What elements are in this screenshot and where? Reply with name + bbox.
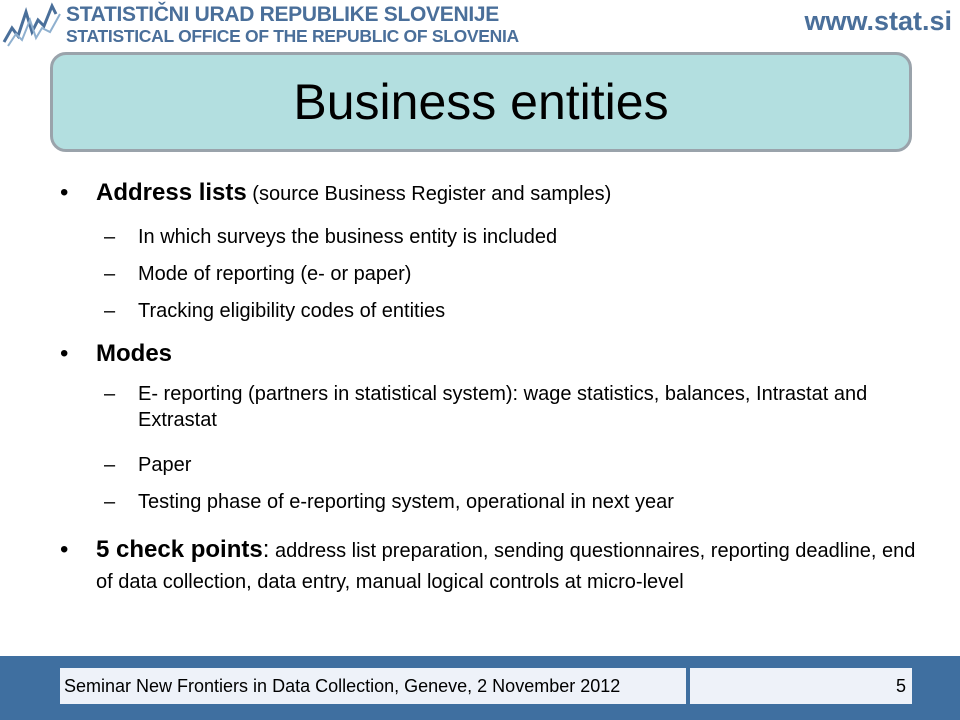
- bullet-marker: •: [60, 179, 69, 206]
- bullet-heading: Modes: [96, 340, 173, 367]
- org-name-en: STATISTICAL OFFICE OF THE REPUBLIC OF SLOVENIA: [66, 26, 519, 46]
- dash-marker: –: [104, 226, 116, 248]
- footer-caption: Seminar New Frontiers in Data Collection, Geneve, 2 November 2012: [64, 675, 621, 696]
- page-number-value: 5: [895, 675, 906, 696]
- subitem: [104, 224, 898, 250]
- website-url[interactable]: www.stat.si: [804, 6, 952, 36]
- bullet-heading: 5 check points: [96, 536, 263, 563]
- dash-marker: –: [104, 383, 116, 405]
- bullet-text: (source Business Register and samples): [246, 183, 612, 205]
- subitem: [104, 298, 898, 324]
- logo-icon: [2, 2, 64, 48]
- bullet-heading: Address lists: [96, 179, 247, 206]
- subitem: [104, 452, 898, 478]
- dash-marker: –: [104, 491, 116, 513]
- subitem-text: Tracking eligibility codes of entities: [138, 300, 446, 322]
- dash-marker: –: [104, 263, 116, 285]
- subitem-text: Paper: [138, 454, 192, 476]
- bullet-text: address list preparation, sending questionnaires, reporting deadline, end of data collection, data entry, manual logical controls at micro-level: [96, 540, 916, 593]
- subitem-text: Testing phase of e-reporting system, operational in next year: [138, 491, 674, 513]
- bullet-modes: [60, 339, 916, 368]
- subitem: [104, 261, 898, 287]
- bullet-marker: •: [60, 340, 69, 367]
- subitem-text: E- reporting (partners in statistical system): wage statistics, balances, Intrastat and Extrastat: [138, 383, 868, 431]
- bullet-address-lists: [60, 178, 916, 209]
- subitem: [104, 489, 898, 515]
- bullet-colon: :: [262, 536, 270, 563]
- subitem-text: In which surveys the business entity is included: [138, 226, 558, 248]
- subitem: [104, 381, 898, 433]
- page-number: [690, 668, 912, 704]
- subitem-text: Mode of reporting (e- or paper): [138, 263, 412, 285]
- bullet-check-points: [60, 535, 916, 597]
- dash-marker: –: [104, 454, 116, 476]
- header: [0, 0, 960, 50]
- slide-title: Business entities: [293, 74, 669, 130]
- dash-marker: –: [104, 300, 116, 322]
- footer-text: [60, 668, 686, 704]
- org-name-sl: STATISTIČNI URAD REPUBLIKE SLOVENIJE: [66, 3, 499, 26]
- title-box: [50, 52, 912, 152]
- bullet-marker: •: [60, 536, 69, 563]
